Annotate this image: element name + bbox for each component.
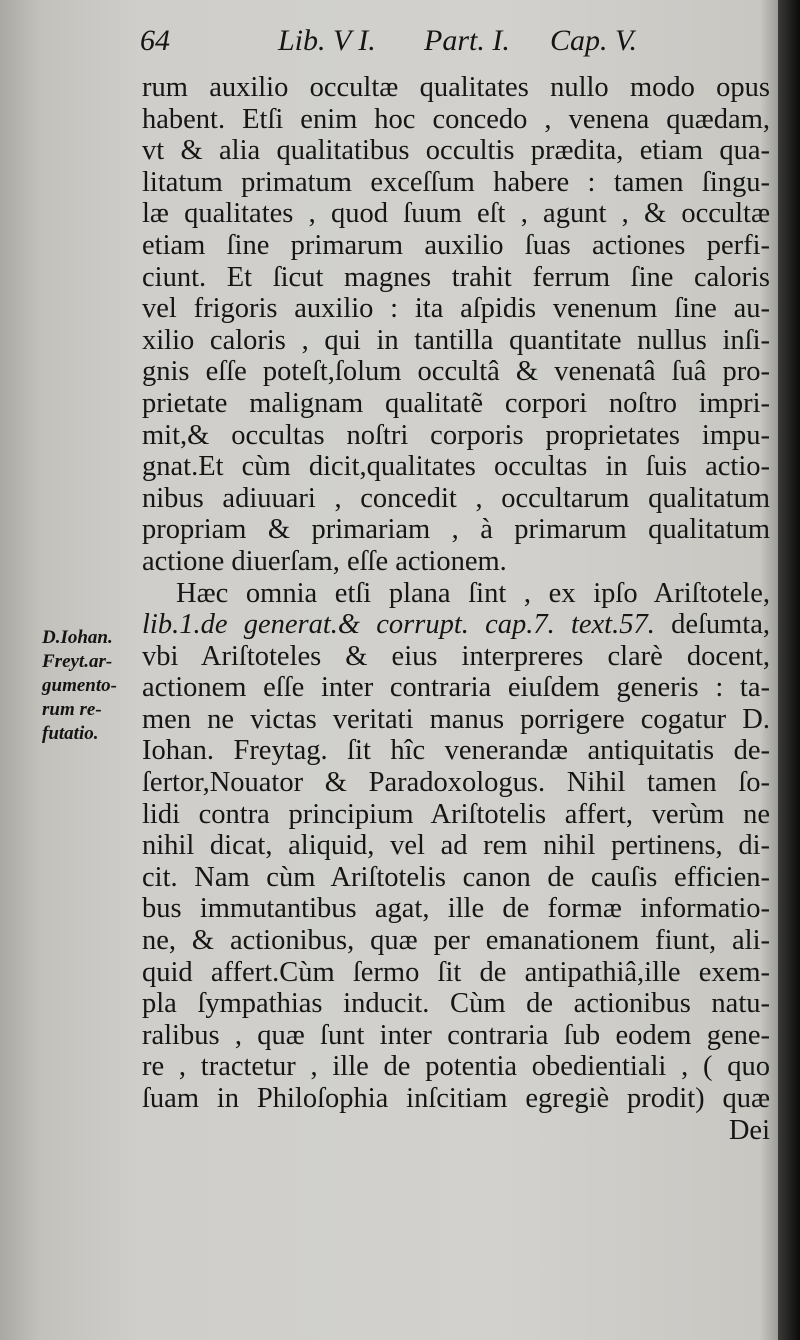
running-header bbox=[140, 24, 770, 68]
text-line: vel frigoris auxilio : ita aſpidis venenum ſine au- bbox=[142, 293, 770, 325]
text-line: re , tractetur , ille de potentia obedientiali , ( quo bbox=[142, 1051, 770, 1083]
marginal-note-line: Freyt.ar- bbox=[42, 651, 113, 672]
text-line: men ne victas veritati manus porrigere cogatur D. bbox=[142, 703, 770, 735]
marginal-note-line: gumento- bbox=[42, 675, 117, 696]
text-line: vbi Ariſtoteles & eius interpreres clarè docent, bbox=[142, 640, 770, 672]
text-line: ſuam in Philoſophia inſcitiam egregiè prodit) quæ bbox=[142, 1083, 770, 1114]
marginal-note-line: D.Iohan. bbox=[42, 627, 113, 648]
text-line: etiam ſine primarum auxilio ſuas actiones perfi- bbox=[142, 229, 770, 261]
text-line: ralibus , quæ ſunt inter contraria ſub eodem gene- bbox=[142, 1019, 770, 1051]
text-line: habent. Etſi enim hoc concedo , venena quædam, bbox=[142, 103, 770, 135]
marginal-note-line: futatio. bbox=[42, 723, 99, 744]
text-line: Iohan. Freytag. ſit hîc venerandæ antiquitatis de- bbox=[142, 735, 770, 767]
text-line: propriam & primariam , à primarum qualitatum bbox=[142, 514, 770, 546]
text-line: gnis eſſe poteſt,ſolum occultâ & venenatâ ſuâ pro- bbox=[142, 356, 770, 388]
text-line: cit. Nam cùm Ariſtotelis canon de cauſis efficien- bbox=[142, 861, 770, 893]
scan-dark-edge bbox=[778, 0, 800, 1340]
header-book: Lib. V I. bbox=[278, 24, 376, 57]
text-line: actione diuerſam, eſſe actionem. bbox=[142, 545, 507, 577]
page-number: 64 bbox=[140, 24, 170, 57]
header-part: Part. I. bbox=[424, 24, 510, 57]
text-line: nibus adiuuari , concedit , occultarum qualitatum bbox=[142, 482, 770, 514]
header-chapter: Cap. V. bbox=[550, 24, 637, 57]
paragraph-start-line: Hæc omnia etſi plana ſint , ex ipſo Ariſtotele, bbox=[176, 577, 770, 609]
text-line: prietate malignam qualitatẽ corpori noſtro impri- bbox=[142, 387, 770, 419]
text-line: rum auxilio occultæ qualitates nullo modo opus bbox=[142, 72, 770, 103]
text-line: nihil dicat, aliquid, vel ad rem nihil pertinens, di- bbox=[142, 830, 770, 862]
text-line: pla ſympathias inducit. Cùm de actionibus natu- bbox=[142, 988, 770, 1020]
catchword: Dei bbox=[728, 1114, 770, 1146]
text-line: gnat.Et cùm dicit,qualitates occultas in ſuis actio- bbox=[142, 451, 770, 483]
text-line: actionem eſſe inter contraria eiuſdem generis : ta- bbox=[142, 672, 770, 704]
marginal-note bbox=[42, 626, 138, 746]
text-line: litatum primatum exceſſum habere : tamen ſingu- bbox=[142, 166, 770, 198]
text-line: vt & alia qualitatibus occultis prædita, etiam qua- bbox=[142, 135, 770, 167]
text-line: mit,& occultas noſtri corporis proprietates impu- bbox=[142, 419, 770, 451]
body-text bbox=[142, 72, 770, 1146]
show-through-text bbox=[120, 572, 126, 598]
text-line: ſertor,Nouator & Paradoxologus. Nihil tamen ſo- bbox=[142, 767, 770, 799]
text-line: lidi contra principium Ariſtotelis affert, verùm ne bbox=[142, 798, 770, 830]
citation-line: lib.1.de generat.& corrupt. cap.7. text.57. deſumta, bbox=[142, 609, 770, 641]
text-line: ciunt. Et ſicut magnes trahit ferrum ſine caloris bbox=[142, 261, 770, 293]
text-line: quid affert.Cùm ſermo ſit de antipathiâ,ille exem- bbox=[142, 956, 770, 988]
text-line: xilio caloris , qui in tantilla quantitate nullus inſi- bbox=[142, 324, 770, 356]
text-line: bus immutantibus agat, ille de formæ informatio- bbox=[142, 893, 770, 925]
text-line: ne, & actionibus, quæ per emanationem fiunt, ali- bbox=[142, 925, 770, 957]
marginal-note-line: rum re- bbox=[42, 699, 102, 720]
text-line: læ qualitates , quod ſuum eſt , agunt , & occultæ bbox=[142, 198, 770, 230]
